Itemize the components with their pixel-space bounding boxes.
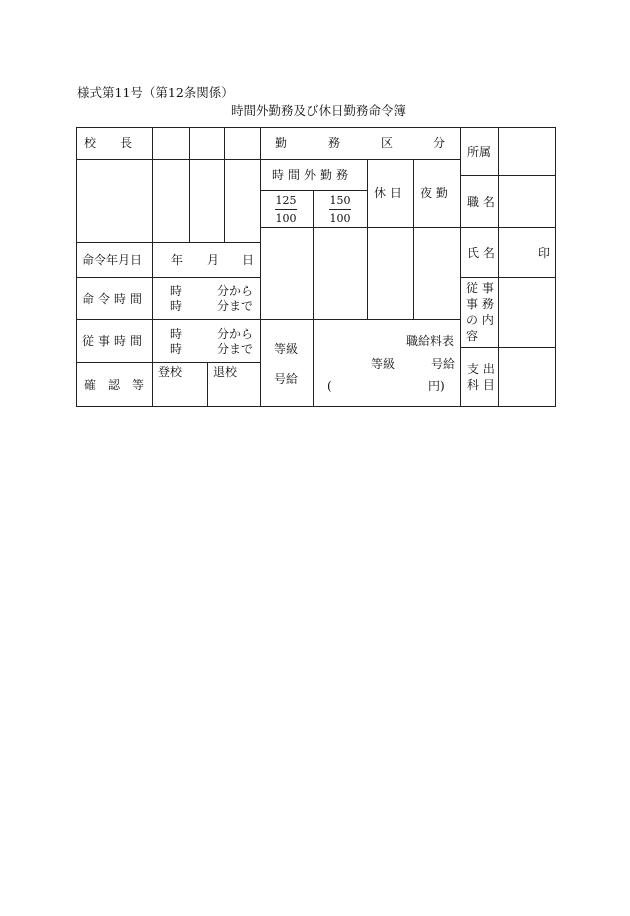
rate-150-numerator: 150 xyxy=(329,194,351,207)
grade-suffix: 等級 xyxy=(371,357,396,371)
order-time-until: 分まで xyxy=(217,299,254,313)
work-time-from: 分から xyxy=(217,327,254,341)
order-date-label: 命令年月日 xyxy=(82,253,143,267)
duty-division-char-4: 分 xyxy=(433,136,446,150)
duty-division-char-3: 区 xyxy=(381,136,394,150)
order-date-month: 月 xyxy=(207,253,220,267)
yen-open: ( xyxy=(327,379,332,393)
rate-125-denominator: 100 xyxy=(275,212,297,225)
order-time-hour-from: 時 xyxy=(170,284,183,298)
account-line-2: 科 目 xyxy=(467,378,495,392)
duty-content-line-2: 事 務 xyxy=(466,297,494,311)
order-date-day: 日 xyxy=(242,253,255,267)
position-label: 職 名 xyxy=(467,195,495,209)
rate-125-bar xyxy=(275,209,297,210)
order-date-year: 年 xyxy=(171,253,184,267)
page-title: 時間外勤務及び休日勤務命令簿 xyxy=(231,103,407,118)
overtime-label: 時間外勤務 xyxy=(272,168,353,182)
holiday-label: 休 日 xyxy=(374,186,402,200)
duty-content-line-4: 容 xyxy=(466,329,479,343)
affiliation-label: 所属 xyxy=(467,145,492,159)
yen-close: 円) xyxy=(428,379,445,393)
work-time-until: 分まで xyxy=(217,342,254,356)
rate-150-bar xyxy=(329,209,351,210)
seal-label: 印 xyxy=(538,246,551,260)
name-label: 氏 名 xyxy=(467,246,495,260)
grade-label: 等級 xyxy=(274,342,299,356)
order-time-hour-until: 時 xyxy=(170,299,183,313)
pay-suffix: 号給 xyxy=(431,357,456,371)
rate-150-denominator: 100 xyxy=(329,212,351,225)
duty-content-line-1: 従 事 xyxy=(466,281,494,295)
work-time-hour-from: 時 xyxy=(170,327,183,341)
leave-label: 退校 xyxy=(213,365,238,379)
order-time-label: 命令時間 xyxy=(82,292,147,306)
duty-content-line-3: の 内 xyxy=(466,313,494,327)
night-label: 夜 勤 xyxy=(420,186,448,200)
work-time-label: 従事時間 xyxy=(82,334,147,348)
order-time-from: 分から xyxy=(217,284,254,298)
duty-division-char-2: 務 xyxy=(328,136,341,150)
form-number: 様式第11号（第12条関係） xyxy=(77,85,234,100)
arrive-label: 登校 xyxy=(158,365,183,379)
rate-125-numerator: 125 xyxy=(275,194,297,207)
salary-table-label: 職給料表 xyxy=(406,334,455,348)
pay-label: 号給 xyxy=(274,372,299,386)
account-line-1: 支 出 xyxy=(467,362,495,376)
work-time-hour-until: 時 xyxy=(170,342,183,356)
principal-label: 校 長 xyxy=(84,136,133,150)
duty-division-char-1: 勤 xyxy=(275,136,288,150)
confirm-label: 確 認 等 xyxy=(84,378,145,392)
